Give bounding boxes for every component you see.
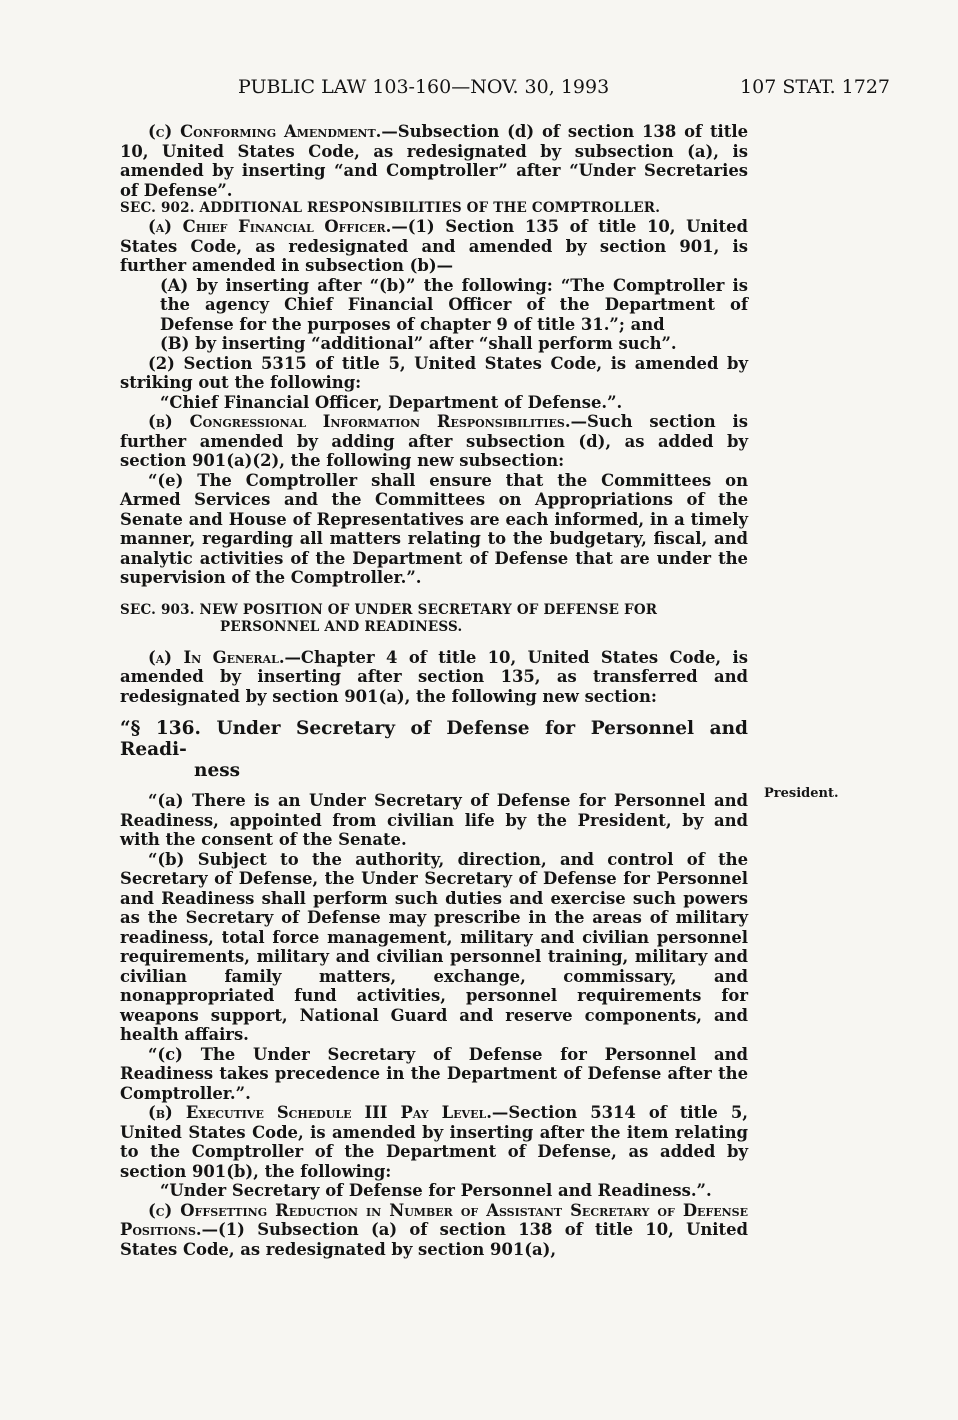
paragraph bbox=[120, 1201, 748, 1260]
paragraph-lead: (b) Executive Schedule III Pay Level. bbox=[148, 1103, 492, 1122]
margin-note: President. bbox=[764, 786, 839, 801]
document-body bbox=[120, 122, 748, 1259]
heading-line: “§ 136. Under Secretary of Defense for Personnel and Readi- bbox=[120, 718, 748, 760]
paragraph-lead: (c) Offsetting Reduction in Number of Assistant Secretary of Defense Positions. bbox=[120, 1200, 748, 1239]
paragraph-text: —(1) Section 135 of title 10, United States Code, as redesignated and amended by section 901, is further amended in subsection (b)— bbox=[120, 217, 748, 275]
quoted-item bbox=[120, 393, 748, 413]
heading-line: ness bbox=[194, 760, 241, 781]
paragraph-text: —Such section is further amended by adding after subsection (d), as added by section 901(a)(2), the following new subsection: bbox=[120, 412, 748, 470]
statute-page-number: 107 STAT. 1727 bbox=[740, 76, 890, 98]
paragraph-text: “Under Secretary of Defense for Personnel and Readiness.”. bbox=[160, 1181, 712, 1200]
paragraph-text: —Subsection (d) of section 138 of title 10, United States Code, as redesignated by subsection (a), is amended by inserting “and Comptroller” after “Under Secretaries of Defense”. bbox=[120, 122, 748, 200]
paragraph-lead: (c) Conforming Amendment. bbox=[148, 122, 382, 141]
running-title: PUBLIC LAW 103-160—NOV. 30, 1993 bbox=[238, 76, 610, 98]
section-heading-902: SEC. 902. ADDITIONAL RESPONSIBILITIES OF THE COMPTROLLER. bbox=[120, 200, 661, 216]
quoted-item bbox=[120, 1181, 748, 1201]
paragraph bbox=[120, 217, 748, 276]
paragraph bbox=[120, 791, 748, 850]
page-header bbox=[120, 76, 890, 102]
section-heading-line: SEC. 903. NEW POSITION OF UNDER SECRETARY OF DEFENSE FOR bbox=[120, 601, 658, 618]
paragraph bbox=[120, 354, 748, 393]
paragraph bbox=[120, 471, 748, 588]
paragraph bbox=[120, 412, 748, 471]
paragraph-text: —(1) Subsection (a) of section 138 of title 10, United States Code, as redesignated by section 901(a), bbox=[120, 1220, 748, 1259]
paragraph-text: (B) by inserting “additional” after “shall perform such”. bbox=[160, 334, 677, 353]
paragraph bbox=[120, 1103, 748, 1181]
section-heading-903 bbox=[120, 602, 748, 636]
new-section-heading bbox=[120, 718, 748, 781]
paragraph-text: “(e) The Comptroller shall ensure that the Committees on Armed Services and the Committees on Appropriations of the Senate and House of Representatives are each informed, in a timely manner, regarding all matters relating to the budgetary, fiscal, and analytic activities of the Department of Defense that are under the supervision of the Comptroller.”. bbox=[120, 470, 748, 587]
section-heading-line: PERSONNEL AND READINESS. bbox=[220, 618, 463, 635]
paragraph-lead: (a) Chief Financial Officer. bbox=[148, 217, 392, 236]
paragraph bbox=[120, 648, 748, 707]
paragraph-text: “(c) The Under Secretary of Defense for Personnel and Readiness takes precedence in the Department of Defense after the Comptroller.”. bbox=[120, 1044, 748, 1103]
subparagraph bbox=[120, 334, 748, 354]
paragraph bbox=[120, 1045, 748, 1104]
paragraph bbox=[120, 850, 748, 1045]
paragraph-text: (2) Section 5315 of title 5, United States Code, is amended by striking out the following: bbox=[120, 353, 748, 392]
subparagraph bbox=[120, 276, 748, 335]
paragraph-text: “Chief Financial Officer, Department of Defense.”. bbox=[160, 392, 623, 412]
paragraph bbox=[120, 122, 748, 200]
paragraph-lead: (a) In General. bbox=[148, 647, 285, 667]
paragraph-text: —Chapter 4 of title 10, United States Code, is amended by inserting after section 135, as transferred and redesignated by section 901(a), the following new section: bbox=[120, 647, 748, 706]
paragraph-text: “(b) Subject to the authority, direction, and control of the Secretary of Defense, the Under Secretary of Defense for Personnel and Readiness shall perform such duties and exercise such powers as the Secretary of Defense may prescribe in the areas of military readiness, total force management, military and civilian personnel requirements, military and civilian personnel training, military and civilian family matters, exchange, commissary, and nonappropriated fund activities, personnel requirements for weapons support, National Guard and reserve components, and health affairs. bbox=[120, 849, 748, 1044]
paragraph-text: “(a) There is an Under Secretary of Defense for Personnel and Readiness, appointed from civilian life by the President, by and with the consent of the Senate. bbox=[120, 791, 748, 849]
paragraph-lead: (b) Congressional Information Responsibilities. bbox=[148, 412, 571, 431]
paragraph-text: (A) by inserting after “(b)” the following: “The Comptroller is the agency Chief Financial Officer of the Department of Defense for the purposes of chapter 9 of title 31.”; and bbox=[160, 275, 748, 334]
paragraph-text: —Section 5314 of title 5, United States Code, is amended by inserting after the item relating to the Comptroller of the Department of Defense, as added by section 901(b), the following: bbox=[120, 1103, 748, 1181]
